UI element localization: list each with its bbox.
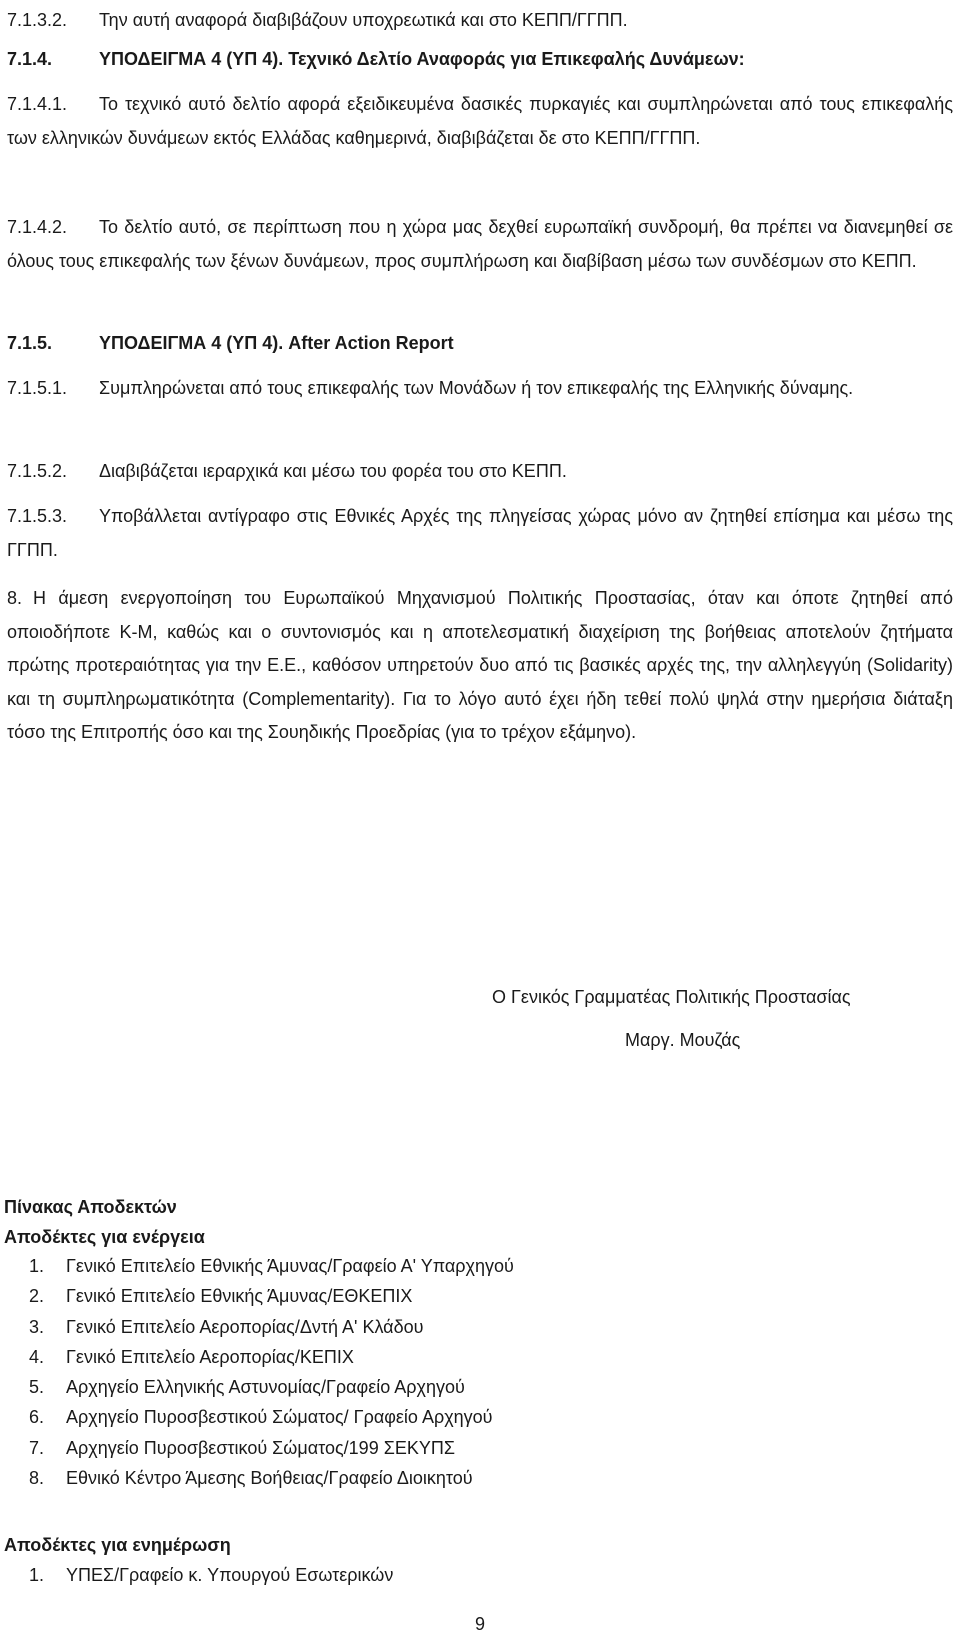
- paragraph-number: 7.1.5.1.: [7, 378, 68, 398]
- paragraph-number: 8.: [7, 588, 23, 608]
- action-recipients-list: [0, 1251, 514, 1493]
- paragraph-text: Το τεχνικό αυτό δελτίο αφορά εξειδικευμένα δασικές πυρκαγιές και συμπληρώνεται από τους επικεφαλής των ελληνικών δυνάμεων εκτός Ελλάδας καθημερινά, διαβιβάζεται δε στο ΚΕΠΠ/ΓΓΠΠ.: [7, 94, 953, 148]
- list-item: [0, 1402, 514, 1432]
- list-item-number: 2.: [28, 1286, 44, 1307]
- paragraph-7-1-4-1: [7, 88, 953, 155]
- paragraph-8: [7, 582, 953, 750]
- list-item-text: Αρχηγείο Ελληνικής Αστυνομίας/Γραφείο Αρχηγού: [66, 1377, 465, 1398]
- paragraph-text: Διαβιβάζεται ιεραρχικά και μέσω του φορέα του στο ΚΕΠΠ.: [99, 461, 567, 481]
- info-recipients-heading: Αποδέκτες για ενημέρωση: [4, 1535, 231, 1555]
- list-item: [0, 1342, 514, 1372]
- list-item-text: Γενικό Επιτελείο Εθνικής Άμυνας/ΕΘΚΕΠΙΧ: [66, 1286, 413, 1307]
- page-number: 9: [474, 1614, 485, 1634]
- list-item-text: Γενικό Επιτελείο Εθνικής Άμυνας/Γραφείο Α' Υπαρχηγού: [66, 1256, 514, 1276]
- list-item: [0, 1251, 514, 1281]
- list-item: [0, 1433, 514, 1463]
- list-item-text: Γενικό Επιτελείο Αεροπορίας/Δντή Α' Κλάδου: [66, 1316, 424, 1337]
- list-item-text: Αρχηγείο Πυροσβεστικού Σώματος/199 ΣΕΚΥΠΣ: [66, 1437, 455, 1458]
- list-item-number: 3.: [28, 1316, 44, 1337]
- heading-text: ΥΠΟΔΕΙΓΜΑ 4 (ΥΠ 4). After Action Report: [99, 333, 454, 353]
- list-item: [0, 1372, 514, 1402]
- list-item-number: 4.: [28, 1346, 44, 1367]
- paragraph-number: 7.1.4.1.: [7, 94, 68, 114]
- list-item-text: Εθνικό Κέντρο Άμεσης Βοήθειας/Γραφείο Διοικητού: [66, 1468, 473, 1489]
- heading-7-1-5: [7, 327, 953, 361]
- paragraph-7-1-3-2: [7, 4, 953, 38]
- list-item-number: 7.: [28, 1437, 44, 1458]
- paragraph-number: 7.1.4.: [7, 49, 53, 69]
- list-item: [0, 1560, 393, 1590]
- paragraph-text: Υποβάλλεται αντίγραφο στις Εθνικές Αρχές της πληγείσας χώρας μόνο αν ζητηθεί επίσημα και μέσω της ΓΓΠΠ.: [7, 506, 953, 560]
- signature-title: Ο Γενικός Γραμματέας Πολιτικής Προστασίας: [492, 987, 851, 1007]
- paragraph-number: 7.1.4.2.: [7, 217, 68, 237]
- list-item-number: 8.: [28, 1468, 44, 1489]
- list-item-text: Αρχηγείο Πυροσβεστικού Σώματος/ Γραφείο Αρχηγού: [66, 1407, 493, 1428]
- paragraph-number: 7.1.5.2.: [7, 461, 68, 481]
- list-item: [0, 1281, 514, 1311]
- list-item: [0, 1312, 514, 1342]
- heading-7-1-4: [7, 43, 953, 77]
- signature-name: Μαργ. Μουζάς: [625, 1030, 741, 1050]
- heading-text: ΥΠΟΔΕΙΓΜΑ 4 (ΥΠ 4). Τεχνικό Δελτίο Αναφοράς για Επικεφαλής Δυνάμεων:: [99, 49, 745, 69]
- list-item-text: Γενικό Επιτελείο Αεροπορίας/ΚΕΠΙΧ: [66, 1346, 354, 1367]
- list-item-number: 6.: [28, 1407, 44, 1428]
- list-item-number: 1.: [28, 1256, 44, 1276]
- paragraph-number: 7.1.3.2.: [7, 10, 68, 30]
- list-item-number: 5.: [28, 1377, 44, 1398]
- paragraph-7-1-5-2: [7, 455, 953, 489]
- list-item-number: 1.: [28, 1565, 44, 1585]
- list-item: [0, 1463, 514, 1493]
- info-recipients-list: [0, 1560, 393, 1590]
- paragraph-text: Η άμεση ενεργοποίηση του Ευρωπαϊκού Μηχανισμού Πολιτικής Προστασίας, όταν και όποτε ζητηθεί από οποιοδήποτε Κ-Μ, καθώς και ο συντονισμός και η αποτελεσματική διαχείριση της βοήθειας αποτελούν ζητήματα πρώτης προτεραιότητας για την Ε.Ε., καθόσον υπηρετούν δυο από τις βασικές αρχές της, την αλληλεγγύη (Solidarity) και τη συμπληρωματικότητα (Complementarity). Για το λόγο αυτό έχει ήδη τεθεί πολύ ψηλά στην ημερήσια διάταξη τόσο της Επιτροπής όσο και της Σουηδικής Προεδρίας (για το τρέχον εξάμηνο).: [7, 588, 953, 742]
- paragraph-text: Το δελτίο αυτό, σε περίπτωση που η χώρα μας δεχθεί ευρωπαϊκή συνδρομή, θα πρέπει να διανεμηθεί σε όλους τους επικεφαλής των ξένων δυνάμεων, προς συμπλήρωση και διαβίβαση μέσω των συνδέσμων στο ΚΕΠΠ.: [7, 217, 953, 271]
- paragraph-text: Την αυτή αναφορά διαβιβάζουν υποχρεωτικά και στο ΚΕΠΠ/ΓΓΠΠ.: [99, 10, 628, 30]
- list-item-text: ΥΠΕΣ/Γραφείο κ. Υπουργού Εσωτερικών: [66, 1565, 394, 1585]
- paragraph-text: Συμπληρώνεται από τους επικεφαλής των Μονάδων ή τον επικεφαλής της Ελληνικής δύναμης.: [99, 378, 854, 398]
- paragraph-7-1-4-2: [7, 211, 953, 278]
- paragraph-7-1-5-1: [7, 372, 953, 406]
- action-recipients-heading: Αποδέκτες για ενέργεια: [4, 1227, 205, 1247]
- paragraph-number: 7.1.5.: [7, 333, 53, 353]
- recipients-heading: Πίνακας Αποδεκτών: [4, 1197, 177, 1217]
- paragraph-7-1-5-3: [7, 500, 953, 567]
- paragraph-number: 7.1.5.3.: [7, 506, 68, 526]
